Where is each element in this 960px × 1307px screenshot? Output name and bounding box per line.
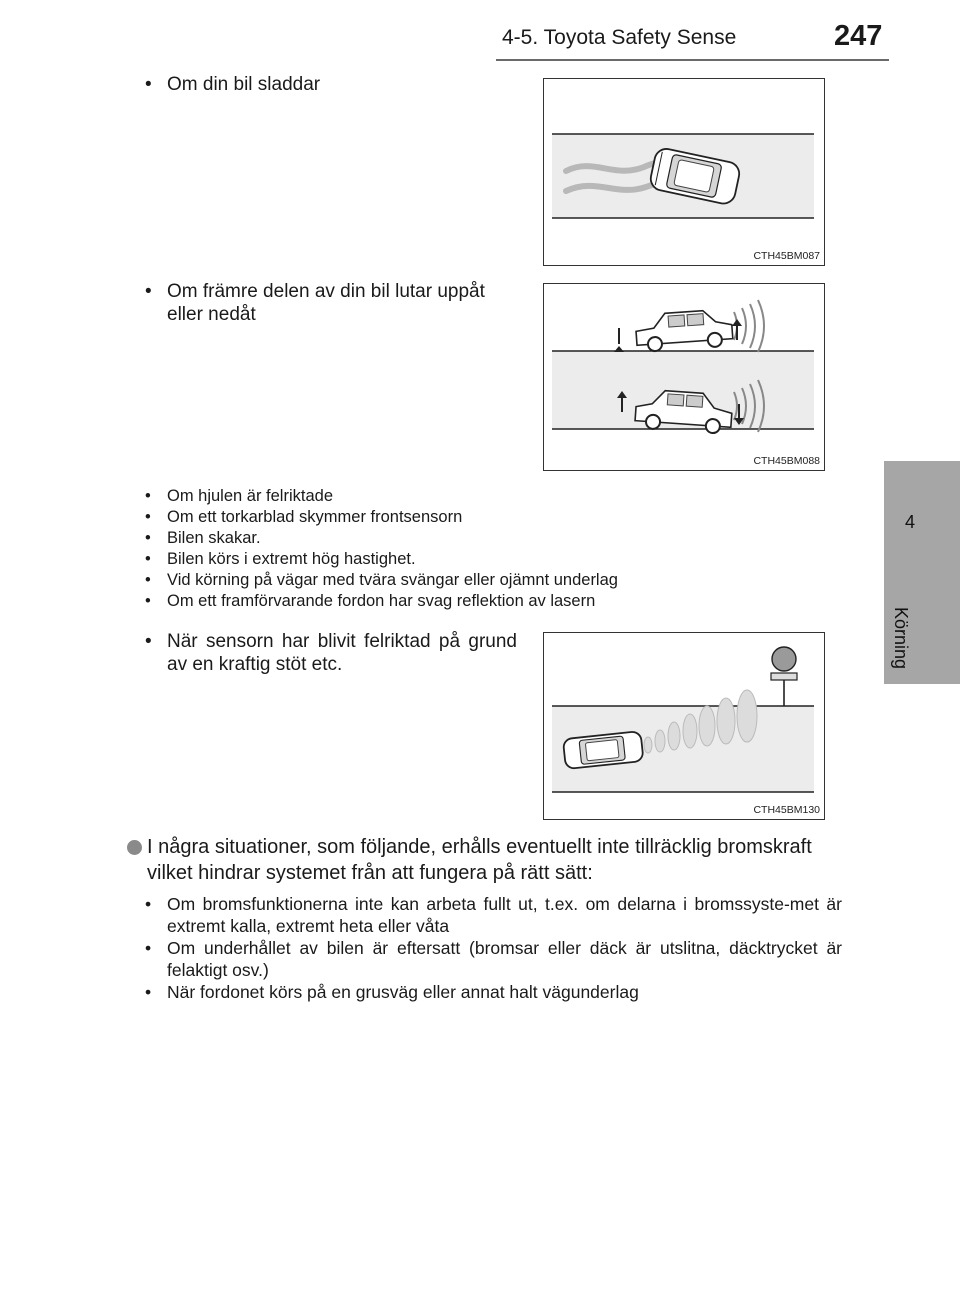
figure-code: CTH45BM130	[753, 804, 820, 816]
bullet-sharp-curves	[145, 570, 865, 591]
figure-sensor-misaligned	[543, 632, 825, 820]
bullet-text: Om ett framförvarande fordon har svag reflektion av lasern	[167, 592, 596, 610]
bullet-weak-reflection	[145, 591, 865, 612]
bullet-text: När sensorn har blivit felriktad på grund av en kraftig stöt etc.	[167, 631, 517, 675]
bullet-text: Om underhållet av bilen är eftersatt (bromsar eller däck är utslitna, däcktrycket är felaktigt osv.)	[167, 938, 842, 980]
bullet-text: Bilen skakar.	[167, 529, 261, 547]
bullet-dot: •	[145, 938, 152, 958]
bullet-text: Vid körning på vägar med tvära svängar eller ojämnt underlag	[167, 571, 618, 589]
bullet-dot: •	[145, 508, 151, 526]
skidding-car-illustration	[544, 79, 824, 265]
bullet-dot: •	[145, 631, 152, 652]
bullet-car-shakes	[145, 528, 865, 549]
chapter-number: 4	[905, 512, 916, 532]
bullet-dot: •	[145, 529, 151, 547]
bullet-brake-function	[145, 893, 842, 937]
bullet-text: Om din bil sladdar	[167, 74, 321, 95]
bullet-dot: •	[145, 982, 152, 1002]
bullet-dot: •	[145, 281, 152, 302]
bullet-wiper-blocks	[145, 507, 865, 528]
bullet-dot: •	[145, 74, 152, 95]
bullet-text: Om ett torkarblad skymmer frontsensorn	[167, 508, 463, 526]
page-number: 247	[834, 20, 883, 52]
bullet-dot: •	[145, 550, 151, 568]
bullet-dot: •	[145, 894, 152, 914]
bullet-wheels-misaligned	[145, 486, 865, 507]
bullet-dot: •	[145, 487, 151, 505]
paragraph-text: I några situationer, som följande, erhålls eventuellt inte tillräcklig bromskraft vilket hindrar systemet från att fungera på rätt sätt:	[147, 836, 812, 884]
figure-code: CTH45BM087	[753, 250, 820, 262]
bullet-dot: •	[145, 571, 151, 589]
bullet-high-speed	[145, 549, 865, 570]
bullet-text: Bilen körs i extremt hög hastighet.	[167, 550, 416, 568]
bullet-text: Om bromsfunktionerna inte kan arbeta fullt ut, t.ex. om delarna i bromssyste-met är extremt kalla, extremt heta eller våta	[167, 894, 842, 936]
sensor-misaligned-illustration	[544, 633, 824, 819]
bullet-sensor-misaligned	[145, 630, 517, 676]
figure-code: CTH45BM088	[753, 455, 820, 467]
bullet-gravel-road	[145, 981, 842, 1003]
bullet-skidding	[145, 73, 505, 96]
bullet-text: När fordonet körs på en grusväg eller annat halt vägunderlag	[167, 982, 639, 1002]
section-title: 4-5. Toyota Safety Sense	[502, 26, 737, 49]
figure-skidding-car	[543, 78, 825, 266]
circle-bullet-icon	[127, 840, 142, 855]
brake-force-paragraph	[127, 834, 857, 886]
bullet-text: Om främre delen av din bil lutar uppåt eller nedåt	[167, 281, 485, 325]
tilting-car-illustration	[544, 284, 824, 470]
header-divider	[496, 59, 889, 61]
chapter-label: Körning	[891, 607, 911, 670]
bullet-text: Om hjulen är felriktade	[167, 487, 333, 505]
figure-tilting-car	[543, 283, 825, 471]
bullet-maintenance	[145, 937, 842, 981]
bullet-dot: •	[145, 592, 151, 610]
bullet-front-tilt	[145, 280, 525, 326]
